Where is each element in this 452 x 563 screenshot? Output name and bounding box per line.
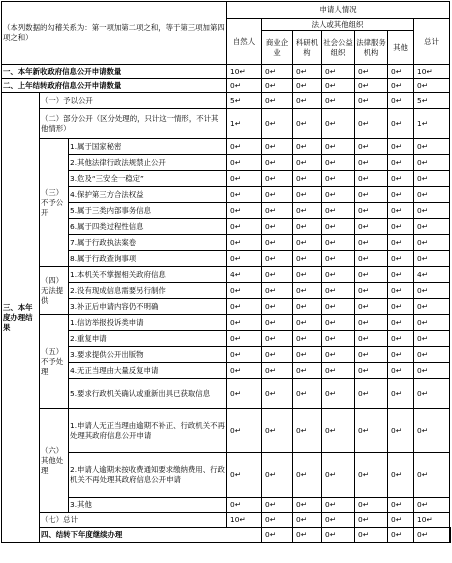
commercial-header: 商业企业 [262, 31, 293, 65]
cell-value: 0↵ [227, 235, 262, 251]
row-label: 2.其他法律行政法规禁止公开 [69, 155, 227, 171]
cell-value: 0↵ [293, 409, 322, 453]
cell-value [450, 528, 451, 543]
total-header: 总计 [414, 19, 450, 65]
row-label: 3.危及“三安全一稳定” [69, 171, 227, 187]
cell-value: 0↵ [388, 155, 414, 171]
row-label: 二、上年结转政府信息公开申请数量 [2, 79, 227, 93]
table-row [2, 109, 451, 139]
cell-value: 0↵ [388, 79, 414, 93]
cell-value: 0↵ [262, 155, 293, 171]
cell-value: 0↵ [262, 219, 293, 235]
cell-value: 0↵ [388, 251, 414, 267]
government-info-disclosure-table [1, 1, 451, 543]
cell-value: 0↵ [414, 528, 450, 543]
cell-value: 0↵ [388, 171, 414, 187]
cell-value: 0↵ [227, 79, 262, 93]
cell-value: 0↵ [388, 203, 414, 219]
cell-value: 0↵ [388, 453, 414, 498]
cell-value: 0↵ [414, 235, 450, 251]
cell-value: 0↵ [293, 267, 322, 283]
row-label: 1.本机关不掌握相关政府信息 [69, 267, 227, 283]
cell-value: 0↵ [227, 171, 262, 187]
cell-value: 0↵ [262, 409, 293, 453]
cell-value: 0↵ [262, 171, 293, 187]
cell-value: 0↵ [262, 187, 293, 203]
cell-value: 0↵ [322, 528, 355, 543]
cell-value: 0↵ [322, 283, 355, 299]
cell-value: 0↵ [388, 267, 414, 283]
cell-value: 0↵ [355, 283, 388, 299]
cell-value: 0↵ [262, 251, 293, 267]
social-header: 社会公益组织 [322, 31, 355, 65]
cell-value: 0↵ [414, 453, 450, 498]
cell-value: 0↵ [322, 203, 355, 219]
cell-value: 0↵ [388, 347, 414, 363]
cell-value: 0↵ [293, 315, 322, 331]
row-label: 5.属于三类内部事务信息 [69, 203, 227, 219]
table-row [2, 513, 451, 528]
cell-value: 0↵ [262, 109, 293, 139]
table-row [2, 379, 451, 409]
cell-value: 0↵ [355, 331, 388, 347]
cell-value: 0↵ [355, 299, 388, 315]
row-label: 1.申请人无正当理由逾期不补正、行政机关不再处理其政府信息公开申请 [69, 409, 227, 453]
cell-value: 5↵ [414, 93, 450, 109]
table-row [2, 267, 451, 283]
group-label: （三）不予公开 [40, 139, 69, 267]
cell-value: 0↵ [322, 379, 355, 409]
legal-service-header: 法律服务机构 [355, 31, 388, 65]
cell-value: 0↵ [388, 513, 414, 528]
cell-value: 0↵ [414, 363, 450, 379]
cell-value: 0↵ [322, 331, 355, 347]
table-row [2, 528, 451, 543]
cell-value: 0↵ [414, 219, 450, 235]
cell-value: 0↵ [293, 219, 322, 235]
table-row [2, 219, 451, 235]
cell-value: 0↵ [227, 203, 262, 219]
cell-value: 0↵ [227, 498, 262, 513]
cell-value: 0↵ [414, 347, 450, 363]
cell-value: 0↵ [355, 267, 388, 283]
cell-value: 0↵ [355, 171, 388, 187]
cell-value: 0↵ [355, 528, 388, 543]
cell-value: 0↵ [414, 331, 450, 347]
cell-value: 0↵ [293, 347, 322, 363]
cell-value: 0↵ [262, 93, 293, 109]
applicant-header: 申请人情况 [227, 2, 450, 19]
cell-value: 4↵ [227, 267, 262, 283]
table-row [2, 299, 451, 315]
cell-value: 10↵ [227, 65, 262, 79]
row-label: （二）部分公开（区分处理的，只计这一情形，不计其他情形） [40, 109, 227, 139]
cell-value: 0↵ [227, 283, 262, 299]
cell-value: 0↵ [293, 109, 322, 139]
cell-value: 0↵ [414, 283, 450, 299]
cell-value: 0↵ [227, 363, 262, 379]
cell-value: 0↵ [262, 528, 293, 543]
cell-value: 0↵ [227, 187, 262, 203]
cell-value: 0↵ [355, 315, 388, 331]
cell-value: 0↵ [355, 251, 388, 267]
table-row [2, 93, 451, 109]
group-label: （六）其他处理 [40, 409, 69, 513]
cell-value: 0↵ [322, 251, 355, 267]
cell-value: 0↵ [293, 139, 322, 155]
cell-value: 0↵ [293, 498, 322, 513]
cell-value: 0↵ [355, 347, 388, 363]
table-row [2, 363, 451, 379]
row-label: 6.属于四类过程性信息 [69, 219, 227, 235]
cell-value: 0↵ [262, 203, 293, 219]
cell-value: 0↵ [322, 315, 355, 331]
cell-value: 0↵ [293, 79, 322, 93]
cell-value: 0↵ [262, 299, 293, 315]
cell-value: 0↵ [322, 363, 355, 379]
cell-value: 0↵ [388, 65, 414, 79]
cell-value: 0↵ [388, 187, 414, 203]
cell-value: 0↵ [227, 331, 262, 347]
table-row [2, 171, 451, 187]
group-label: （五）不予处理 [40, 315, 69, 409]
table-row [2, 409, 451, 453]
cell-value: 0↵ [227, 155, 262, 171]
cell-value: 0↵ [355, 379, 388, 409]
cell-value: 0↵ [262, 79, 293, 93]
cell-value: 0↵ [322, 65, 355, 79]
cell-value: 0↵ [262, 347, 293, 363]
cell-value: 0↵ [388, 363, 414, 379]
cell-value: 0↵ [227, 219, 262, 235]
row-label: 3.补正后申请内容仍不明确 [69, 299, 227, 315]
table-row [2, 65, 451, 79]
cell-value: 0↵ [262, 379, 293, 409]
cell-value: 0↵ [293, 299, 322, 315]
cell-value: 0↵ [388, 235, 414, 251]
cell-value: 0↵ [355, 235, 388, 251]
row-label: 2.申请人逾期未按收费通知要求缴纳费用、行政机关不再处理其政府信息公开申请 [69, 453, 227, 498]
cell-value: 0↵ [293, 251, 322, 267]
table-row [2, 331, 451, 347]
cell-value: 0↵ [355, 79, 388, 93]
cell-value: 0↵ [322, 79, 355, 93]
cell-value: 0↵ [388, 139, 414, 155]
cell-value: 0↵ [355, 139, 388, 155]
cell-value: 0↵ [388, 331, 414, 347]
cell-value: 0↵ [322, 171, 355, 187]
cell-value: 0↵ [355, 93, 388, 109]
table-row [2, 187, 451, 203]
section-3-label: 三、本年度办理结果 [2, 93, 40, 543]
table-row [2, 139, 451, 155]
cell-value: 0↵ [227, 347, 262, 363]
cell-value: 0↵ [293, 171, 322, 187]
cell-value: 0↵ [262, 139, 293, 155]
cell-value: 0↵ [227, 453, 262, 498]
cell-value: 0↵ [414, 379, 450, 409]
cell-value: 0↵ [293, 155, 322, 171]
table-row [2, 79, 451, 93]
cell-value: 0↵ [293, 379, 322, 409]
cell-value: 0↵ [227, 409, 262, 453]
cell-value: 0↵ [293, 187, 322, 203]
cell-value: 1↵ [414, 109, 450, 139]
cell-value: 0↵ [262, 453, 293, 498]
cell-value: 0↵ [322, 93, 355, 109]
cell-value: 0↵ [322, 109, 355, 139]
cell-value: 0↵ [355, 363, 388, 379]
cell-value: 0↵ [322, 347, 355, 363]
legal-entity-header: 法人或其他组织 [262, 19, 414, 31]
cell-value: 0↵ [414, 409, 450, 453]
row-label: （七）总计 [40, 513, 227, 528]
cell-value: 0↵ [388, 219, 414, 235]
cell-value: 10↵ [414, 65, 450, 79]
cell-value: 0↵ [414, 79, 450, 93]
cell-value: 0↵ [322, 299, 355, 315]
cell-value: 0↵ [355, 203, 388, 219]
cell-value: 0↵ [262, 267, 293, 283]
cell-value: 0↵ [293, 331, 322, 347]
cell-value: 0↵ [355, 453, 388, 498]
cell-value: 0↵ [414, 299, 450, 315]
cell-value: 0↵ [227, 139, 262, 155]
row-label: 3.其他 [69, 498, 227, 513]
cell-value: 0↵ [322, 235, 355, 251]
group-label: （四）无法提供 [40, 267, 69, 315]
cell-value: 0↵ [414, 139, 450, 155]
table-row [2, 203, 451, 219]
row-label: 4.无正当理由大量反复申请 [69, 363, 227, 379]
table-row [2, 155, 451, 171]
cell-value: 0↵ [262, 363, 293, 379]
cell-value: 10↵ [414, 513, 450, 528]
cell-value: 0↵ [262, 513, 293, 528]
row-label: 4.保护第三方合法权益 [69, 187, 227, 203]
cell-value: 0↵ [355, 513, 388, 528]
cell-value: 0↵ [262, 315, 293, 331]
cell-value: 0↵ [355, 65, 388, 79]
row-label: 四、结转下年度继续办理 [40, 528, 262, 543]
cell-value: 0↵ [293, 363, 322, 379]
cell-value: 0↵ [322, 155, 355, 171]
cell-value: 0↵ [262, 331, 293, 347]
cell-value: 0↵ [293, 65, 322, 79]
cell-value: 0↵ [227, 299, 262, 315]
cell-value: 0↵ [388, 498, 414, 513]
row-label: 5.要求行政机关确认或重新出具已获取信息 [69, 379, 227, 409]
cell-value: 0↵ [414, 315, 450, 331]
table-row [2, 315, 451, 331]
cell-value: 0↵ [262, 283, 293, 299]
cell-value: 0↵ [322, 498, 355, 513]
cell-value: 0↵ [414, 498, 450, 513]
cell-value: 0↵ [293, 528, 322, 543]
cell-value: 0↵ [293, 453, 322, 498]
table-row [2, 235, 451, 251]
cell-value: 0↵ [414, 187, 450, 203]
row-label: 1.信访举报投诉类申请 [69, 315, 227, 331]
table-row [2, 251, 451, 267]
cell-value: 0↵ [388, 409, 414, 453]
cell-value: 0↵ [293, 93, 322, 109]
cell-value: 0↵ [388, 528, 414, 543]
cell-value: 0↵ [262, 65, 293, 79]
table-row [2, 347, 451, 363]
cell-value: 0↵ [322, 409, 355, 453]
cell-value: 0↵ [322, 187, 355, 203]
row-label: 7.属于行政执法案卷 [69, 235, 227, 251]
cell-value: 0↵ [227, 379, 262, 409]
table-note-header: （本列数据的勾稽关系为：第一项加第二项之和，等于第三项加第四项之和） [2, 2, 227, 65]
cell-value: 0↵ [227, 315, 262, 331]
cell-value: 0↵ [293, 203, 322, 219]
cell-value: 0↵ [322, 219, 355, 235]
cell-value: 0↵ [388, 283, 414, 299]
row-label: 2.没有现成信息需要另行制作 [69, 283, 227, 299]
cell-value: 0↵ [414, 155, 450, 171]
cell-value: 0↵ [355, 109, 388, 139]
research-header: 科研机构 [293, 31, 322, 65]
natural-person-header: 自然人 [227, 19, 262, 65]
cell-value: 0↵ [293, 283, 322, 299]
cell-value: 0↵ [414, 203, 450, 219]
cell-value: 0↵ [322, 267, 355, 283]
cell-value: 0↵ [388, 109, 414, 139]
cell-value: 0↵ [262, 235, 293, 251]
table-row [2, 283, 451, 299]
cell-value: 10↵ [227, 513, 262, 528]
cell-value: 0↵ [355, 498, 388, 513]
table-row [2, 453, 451, 498]
cell-value: 0↵ [388, 379, 414, 409]
cell-value: 0↵ [388, 299, 414, 315]
cell-value: 0↵ [414, 251, 450, 267]
row-label: 3.要求提供公开出版物 [69, 347, 227, 363]
table-row [2, 498, 451, 513]
cell-value: 0↵ [355, 187, 388, 203]
cell-value: 0↵ [414, 171, 450, 187]
cell-value: 0↵ [293, 513, 322, 528]
cell-value: 0↵ [227, 251, 262, 267]
cell-value: 1↵ [227, 109, 262, 139]
row-label: 2.重复申请 [69, 331, 227, 347]
cell-value: 0↵ [355, 155, 388, 171]
cell-value: 0↵ [322, 513, 355, 528]
cell-value: 0↵ [322, 139, 355, 155]
row-label: 1.属于国家秘密 [69, 139, 227, 155]
cell-value: 0↵ [262, 498, 293, 513]
cell-value: 0↵ [322, 453, 355, 498]
cell-value: 5↵ [227, 93, 262, 109]
cell-value: 4↵ [414, 267, 450, 283]
row-label: 一、本年新收政府信息公开申请数量 [2, 65, 227, 79]
other-header: 其他 [388, 31, 414, 65]
row-label: （一）予以公开 [40, 93, 227, 109]
cell-value: 0↵ [355, 219, 388, 235]
cell-value: 0↵ [355, 409, 388, 453]
cell-value: 0↵ [293, 235, 322, 251]
cell-value: 0↵ [388, 93, 414, 109]
row-label: 8.属于行政查询事项 [69, 251, 227, 267]
cell-value: 0↵ [388, 315, 414, 331]
